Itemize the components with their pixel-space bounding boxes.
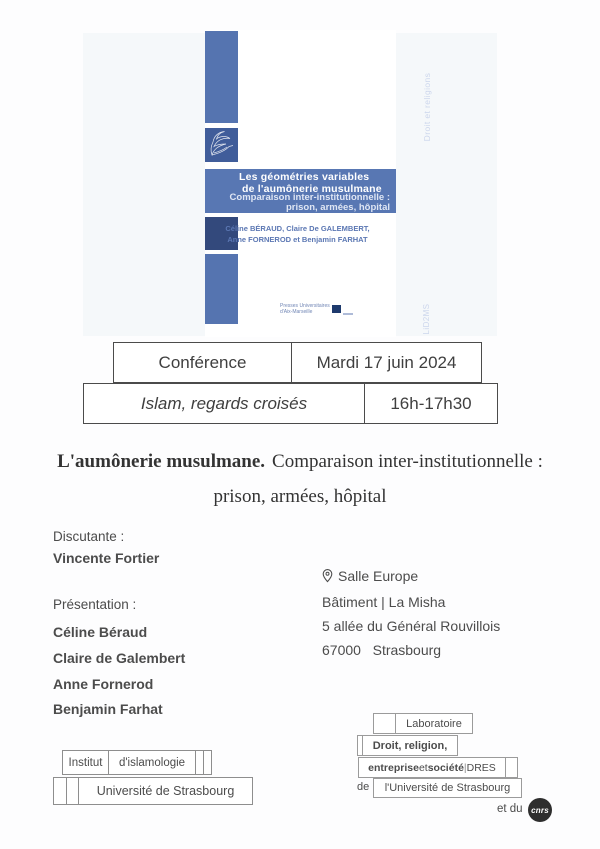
dres-row-entreprise-societe bbox=[358, 757, 518, 778]
presenter-name: Claire de Galembert bbox=[53, 650, 186, 666]
islamologie-brick bbox=[204, 751, 211, 774]
venue-block bbox=[322, 564, 500, 662]
islamologie-brick bbox=[196, 751, 204, 774]
publisher-logo bbox=[280, 303, 353, 315]
presenter-name: Céline Béraud bbox=[53, 624, 148, 640]
cover-authors-line2: Anne FORNEROD et Benjamin FARHAT bbox=[227, 235, 368, 244]
cover-title-band bbox=[205, 169, 396, 213]
page-title-line2: prison, armées, hôpital bbox=[213, 486, 387, 507]
discutante-label: Discutante : bbox=[53, 529, 125, 544]
event-series-time-box bbox=[83, 383, 498, 424]
dres-word-entreprise: entreprise bbox=[368, 761, 419, 774]
islamologie-cell-institut: Institut bbox=[63, 751, 109, 774]
cover-spine-strip bbox=[205, 31, 238, 123]
page-title-line1 bbox=[0, 444, 600, 479]
cover-series-label: LiD2MS bbox=[422, 303, 431, 335]
unistra-label: Université de Strasbourg bbox=[96, 784, 235, 798]
cover-subtitle bbox=[230, 193, 390, 213]
venue-city: 67000 Strasbourg bbox=[322, 642, 442, 658]
cover-authors-line1: Céline BÉRAUD, Claire De GALEMBERT, bbox=[225, 224, 370, 233]
discutante-name: Vincente Fortier bbox=[53, 550, 160, 566]
dres-row-laboratoire bbox=[373, 713, 473, 734]
dres-brick bbox=[505, 758, 517, 777]
presentation-label: Présentation : bbox=[53, 597, 137, 612]
unistra-brick bbox=[54, 778, 67, 804]
islamologie-logo-row1 bbox=[62, 750, 212, 775]
cover-series-strip bbox=[205, 254, 238, 324]
venue-building: Bâtiment | La Misha bbox=[322, 594, 446, 610]
event-series-title: Islam, regards croisés bbox=[84, 384, 365, 423]
publisher-name bbox=[280, 303, 330, 315]
islamologie-cell-islamologie: d'islamologie bbox=[109, 751, 196, 774]
dres-row-universite bbox=[373, 778, 522, 798]
cover-spine-label: Droit et religions bbox=[422, 72, 432, 142]
venue-room: Salle Europe bbox=[338, 568, 419, 584]
dove-icon bbox=[205, 128, 238, 162]
event-type: Conférence bbox=[114, 343, 292, 382]
dres-row-droit-religion bbox=[357, 735, 458, 756]
cover-title-line1: Les géométries variables bbox=[239, 171, 370, 183]
publisher-mark-icon bbox=[332, 305, 341, 313]
cover-subtitle-line1: Comparaison inter-institutionnelle : bbox=[229, 192, 390, 203]
dres-universite-label: l'Université de Strasbourg bbox=[384, 782, 511, 794]
dres-droit-religion-label: Droit, religion, bbox=[372, 739, 448, 752]
venue-street: 5 allée du Général Rouvillois bbox=[322, 618, 501, 634]
page-title-bold: L'aumônerie musulmane. bbox=[57, 451, 266, 472]
dres-word-et: et bbox=[418, 761, 428, 774]
dres-word-societe: société bbox=[427, 761, 464, 774]
dres-acronym: DRES bbox=[466, 761, 496, 774]
event-date: Mardi 17 juin 2024 bbox=[316, 352, 457, 372]
unistra-brick bbox=[67, 778, 79, 804]
publisher-mark-underline bbox=[343, 313, 353, 315]
dres-entreprise-societe-label bbox=[359, 758, 505, 777]
venue-room-line bbox=[322, 564, 500, 590]
dres-separator: | bbox=[463, 761, 467, 774]
page-title bbox=[0, 444, 600, 514]
location-pin-icon bbox=[322, 566, 333, 590]
page-title-rest: Comparaison inter-institutionnelle : bbox=[272, 451, 543, 472]
cover-title-line2: de l'aumônerie musulmane bbox=[242, 182, 382, 195]
dres-laboratoire-label: Laboratoire bbox=[406, 717, 462, 730]
publisher-line2: d'Aix-Marseille bbox=[280, 309, 313, 315]
islamologie-logo-row2 bbox=[53, 777, 253, 805]
et-du-label: et du bbox=[497, 803, 523, 815]
cover-subtitle-line2: prison, armées, hôpital bbox=[286, 202, 390, 213]
event-time: 16h-17h30 bbox=[390, 393, 472, 413]
book-cover bbox=[205, 30, 432, 337]
event-type-date-box bbox=[113, 342, 482, 383]
cover-authors bbox=[225, 223, 370, 245]
dres-brick bbox=[374, 714, 396, 733]
cnrs-logo-icon bbox=[528, 798, 552, 822]
publisher-line1: Presses Universitaires bbox=[280, 303, 330, 309]
presenter-name: Anne Fornerod bbox=[53, 676, 154, 692]
dres-de-label: de bbox=[357, 781, 370, 793]
cnrs-logo-text: cnrs bbox=[531, 805, 549, 815]
presenter-name: Benjamin Farhat bbox=[53, 701, 163, 717]
